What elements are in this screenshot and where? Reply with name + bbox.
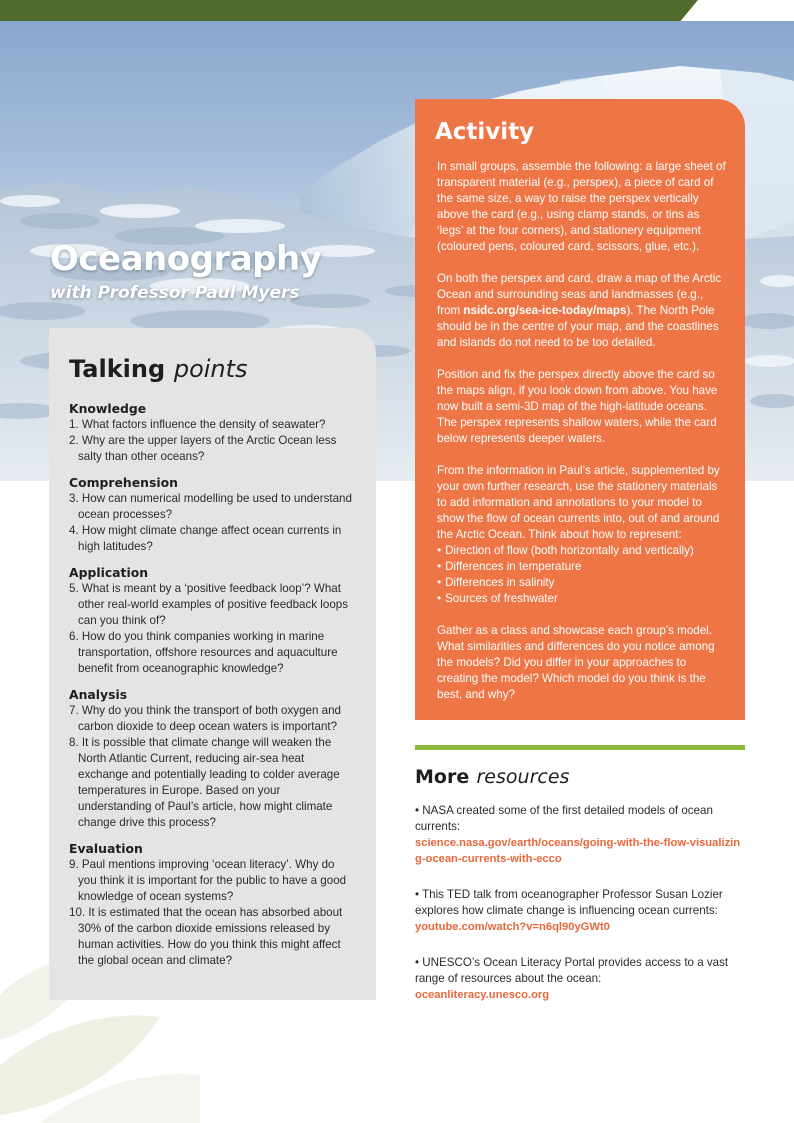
activity-paragraph: From the information in Paul’s article, supplemented by your own further research, use the stationery materials to add information and annotations to your model to show the flow of ocean currents into, out of and around the Arctic Ocean. Think about how to represent: <box>437 464 720 541</box>
unesco-link[interactable]: oceanliteracy.unesco.org <box>415 989 550 1001</box>
activity-paragraph: Gather as a class and showcase each group’s model. What similarities and differences do you notice among the models? Did you differ in your approaches to creating the model? Which model do you think is the best, and why? <box>437 624 715 701</box>
resource-item <box>415 955 745 1003</box>
question-item: 10. It is estimated that the ocean has absorbed about 30% of the carbon dioxide emissions released by human activities. How do you think this might affect the global ocean and climate? <box>69 906 343 968</box>
resource-text: • NASA created some of the first detailed models of ocean currents: <box>415 804 713 833</box>
more-resources <box>415 766 745 1023</box>
activity-heading: Activity <box>435 119 535 145</box>
page-subtitle: with Professor Paul Myers <box>50 283 300 303</box>
question-item: 9. Paul mentions improving ‘ocean literacy’. Why do you think it is important for the public to have a good knowledge of ocean systems? <box>69 858 347 904</box>
activity-text: On both the perspex and card, draw a map of the Arctic Ocean and surrounding seas and landmasses (e.g., from <box>437 272 722 317</box>
resources-heading <box>415 766 745 789</box>
bullet-item: • Sources of freshwater <box>437 591 727 607</box>
activity-bullet-list <box>437 543 727 607</box>
youtube-link[interactable]: youtube.com/watch?v=n6ql90yGWt0 <box>415 921 610 933</box>
resource-text: • This TED talk from oceanographer Professor Susan Lozier explores how climate change is influencing ocean currents: <box>415 888 723 917</box>
activity-panel <box>415 99 745 720</box>
resource-text: • UNESCO’s Ocean Literacy Portal provides access to a vast range of resources about the ocean: <box>415 956 729 985</box>
question-item: 1. What factors influence the density of seawater? <box>69 418 326 432</box>
section-title: Knowledge <box>69 401 147 417</box>
resource-item <box>415 887 745 935</box>
activity-paragraph <box>437 271 727 351</box>
talking-points-heading <box>69 356 356 383</box>
section-knowledge <box>69 401 356 465</box>
resources-heading-bold: More <box>415 766 470 788</box>
section-title: Analysis <box>69 687 128 703</box>
section-evaluation <box>69 841 356 969</box>
bullet-item: • Differences in temperature <box>437 559 727 575</box>
resource-item <box>415 803 745 867</box>
top-accent-bar <box>0 0 698 21</box>
section-application <box>69 565 356 677</box>
section-comprehension <box>69 475 356 555</box>
resources-heading-italic: resources <box>476 766 570 788</box>
question-item: 4. How might climate change affect ocean currents in high latitudes? <box>69 524 342 554</box>
nsidc-link[interactable]: nsidc.org/sea-ice-today/maps <box>463 304 627 317</box>
section-title: Comprehension <box>69 475 178 491</box>
hero-title-block <box>50 239 321 303</box>
question-item: 2. Why are the upper layers of the Arctic Ocean less salty than other oceans? <box>69 434 337 464</box>
section-title: Evaluation <box>69 841 143 857</box>
talking-points-panel <box>49 328 376 1000</box>
nasa-link[interactable]: science.nasa.gov/earth/oceans/going-with-the-flow-visualizing-ocean-currents-with-ecco <box>415 837 741 865</box>
question-item: 5. What is meant by a ‘positive feedback loop’? What other real-world examples of positive feedback loops can you think of? <box>69 582 349 628</box>
activity-text: ). The North Pole should be in the centre of your map, and the coastlines and islands do not need to be too detailed. <box>437 304 719 349</box>
talking-points-heading-bold: Talking <box>69 355 166 383</box>
talking-points-heading-italic: points <box>173 355 248 383</box>
activity-paragraph: Position and fix the perspex directly above the card so the maps align, if you look down from above. You have now built a semi-3D map of the high-latitude oceans. The perspex represents shallow waters, while the card below represents deeper waters. <box>437 368 718 445</box>
question-item: 7. Why do you think the transport of both oxygen and carbon dioxide to deep ocean waters is important? <box>69 704 341 734</box>
activity-paragraph: In small groups, assemble the following: a large sheet of transparent material (e.g., perspex), a piece of card of the same size, a way to raise the perspex vertically above the card (e.g., using clamp stands, or tins as ‘legs’ at the four corners), and stationery equipment (coloured pens, coloured card, scissors, glue, etc.). <box>437 160 726 253</box>
section-divider <box>415 745 745 750</box>
question-item: 6. How do you think companies working in marine transportation, offshore resources and aquaculture benefit from oceanographic knowledge? <box>69 630 338 676</box>
bullet-item: • Differences in salinity <box>437 575 727 591</box>
section-analysis <box>69 687 356 831</box>
section-title: Application <box>69 565 149 581</box>
bullet-item: • Direction of flow (both horizontally and vertically) <box>437 543 727 559</box>
question-item: 8. It is possible that climate change will weaken the North Atlantic Current, reducing air-sea heat exchange and potentially leading to colder average temperatures in Europe. Based on your understanding of Paul’s article, how might climate change drive this process? <box>69 736 340 830</box>
page-title: Oceanography <box>50 239 322 279</box>
question-item: 3. How can numerical modelling be used to understand ocean processes? <box>69 492 352 522</box>
